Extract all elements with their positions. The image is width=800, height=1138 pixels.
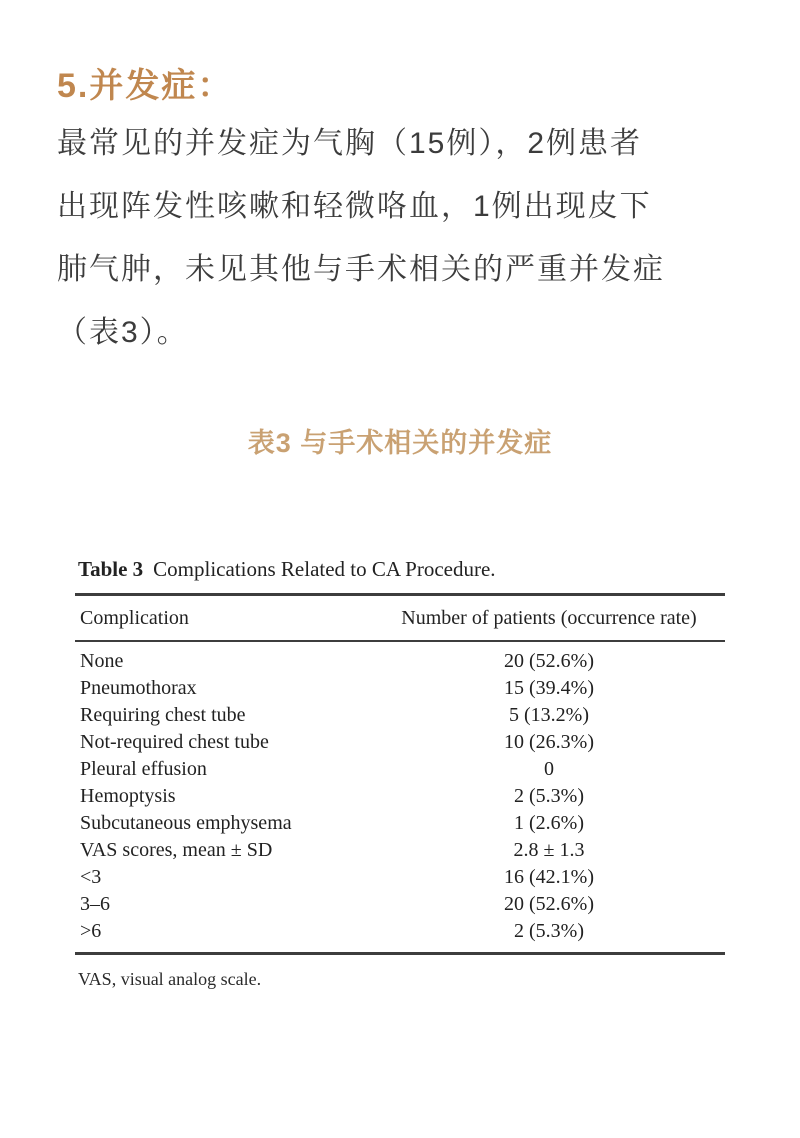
section-paragraph (57, 112, 763, 364)
cell-value: 20 (52.6%) (504, 650, 594, 672)
cell-complication: None (80, 650, 124, 672)
column-header-complication: Complication (80, 606, 189, 629)
cell-value: 1 (2.6%) (514, 812, 584, 834)
table-row (75, 702, 725, 729)
cell-value: 10 (26.3%) (504, 731, 594, 753)
cell-value: 2.8 ± 1.3 (513, 839, 585, 861)
column-header-number-of-patients: Number of patients (occurrence rate) (401, 606, 697, 629)
complications-table (75, 556, 725, 990)
paragraph-line: （表3）。 (57, 316, 189, 349)
cell-value: 16 (42.1%) (504, 866, 594, 888)
table-row (75, 648, 725, 675)
table-footnote: VAS, visual analog scale. (78, 969, 262, 989)
cell-value: 2 (5.3%) (514, 785, 584, 807)
table-row (75, 918, 725, 945)
table-title-text: Complications Related to CA Procedure. (153, 557, 496, 581)
table-bottom-rule (75, 952, 725, 955)
cell-complication: Subcutaneous emphysema (80, 812, 292, 834)
cell-complication: Pneumothorax (80, 677, 197, 699)
table-header-row (75, 596, 725, 640)
table-caption-chinese: 表3 与手术相关的并发症 (247, 428, 553, 458)
cell-complication: >6 (80, 920, 102, 942)
paragraph-line: 最常见的并发症为气胸（15例），2例患者 (57, 127, 643, 160)
cell-complication: Hemoptysis (80, 785, 176, 807)
table-row (75, 810, 725, 837)
cell-value: 2 (5.3%) (514, 920, 584, 942)
table-row (75, 891, 725, 918)
cell-complication: <3 (80, 866, 102, 888)
paragraph-line: 出现阵发性咳嗽和轻微咯血，1例出现皮下 (57, 190, 652, 223)
cell-complication: Not-required chest tube (80, 731, 269, 753)
cell-complication: 3–6 (80, 893, 110, 915)
table-row (75, 729, 725, 756)
table-row (75, 675, 725, 702)
cell-complication: VAS scores, mean ± SD (80, 839, 273, 861)
cell-value: 20 (52.6%) (504, 893, 594, 915)
cell-value: 15 (39.4%) (504, 677, 594, 699)
cell-complication: Pleural effusion (80, 758, 207, 780)
table-body (75, 642, 725, 952)
section-heading: 5.并发症： (57, 67, 234, 105)
table-row (75, 864, 725, 891)
paragraph-line: 肺气肿，未见其他与手术相关的严重并发症 (57, 253, 665, 286)
table-row (75, 837, 725, 864)
cell-value: 5 (13.2%) (509, 704, 589, 726)
cell-value: 0 (544, 758, 554, 780)
table-title (75, 556, 725, 582)
cell-complication: Requiring chest tube (80, 704, 246, 726)
table-row (75, 756, 725, 783)
table-title-label: Table 3 (78, 557, 144, 581)
table-row (75, 783, 725, 810)
